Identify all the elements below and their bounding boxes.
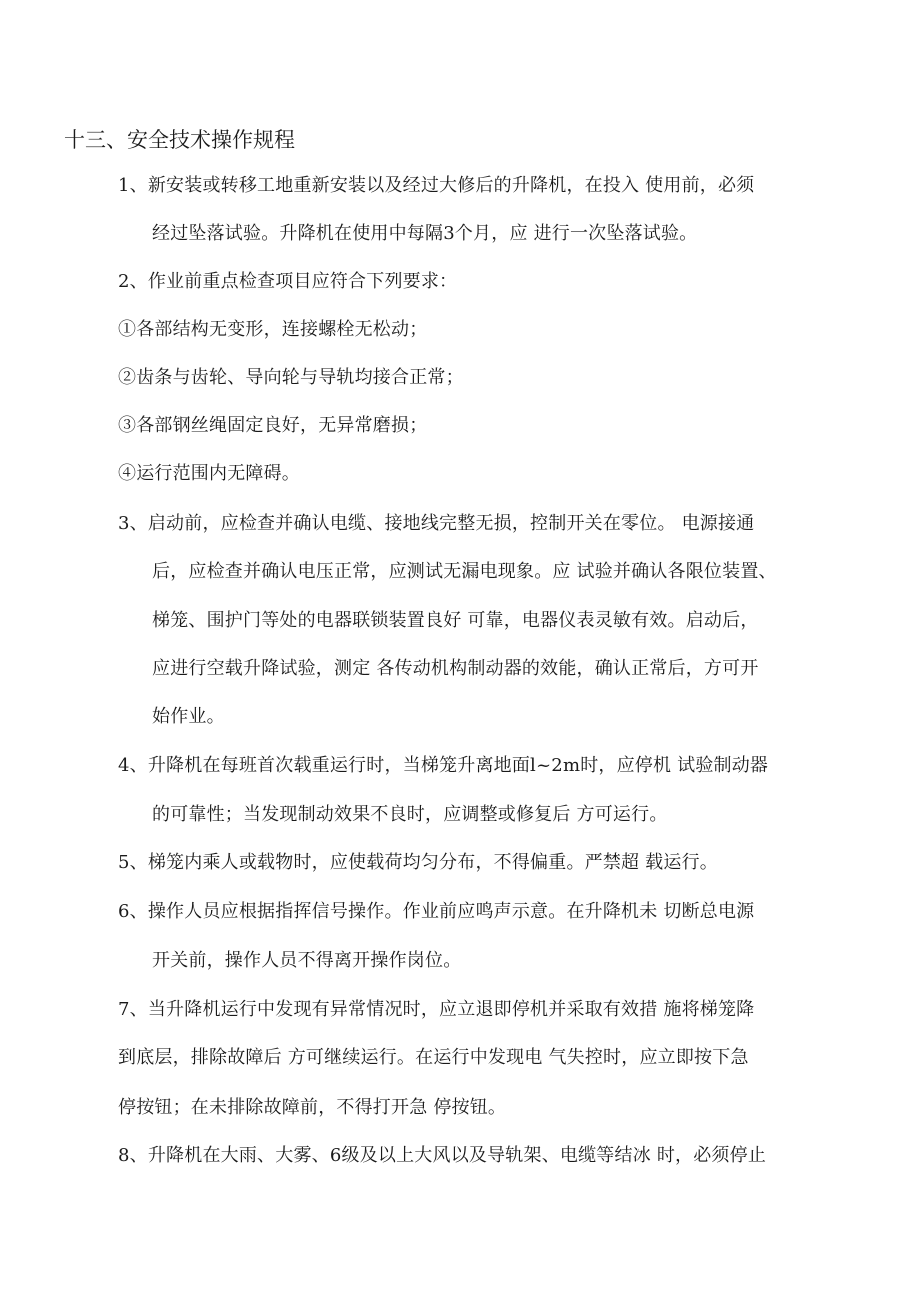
text-line: 停按钮；在未排除故障前，不得打开急 停按钮。: [118, 1097, 507, 1118]
text-line: 经过坠落试验。升降机在使用中每隔3个月，应 进行一次坠落试验。: [152, 223, 698, 244]
text-line: ①各部结构无变形，连接螺栓无松动；: [118, 319, 428, 340]
text-line: ③各部钢丝绳固定良好，无异常磨损；: [118, 415, 428, 436]
text-line: 6、操作人员应根据指挥信号操作。作业前应鸣声示意。在升降机未 切断总电源: [118, 901, 755, 922]
text-line: 后，应检查并确认电压正常，应测试无漏电现象。应 试验并确认各限位装置、: [152, 561, 777, 582]
text-line: 梯笼、围护门等处的电器联锁装置良好 可靠，电器仪表灵敏有效。启动后，: [152, 610, 759, 631]
text-line: 开关前，操作人员不得离开操作岗位。: [152, 950, 462, 971]
text-line: 4、升降机在每班首次载重运行时，当梯笼升离地面l~2m时，应停机 试验制动器: [118, 755, 769, 776]
section-title: 十三、安全技术操作规程: [64, 128, 295, 152]
text-line: 到底层，排除故障后 方可继续运行。在运行中发现电 气失控时，应立即按下急: [118, 1047, 749, 1068]
text-line: 的可靠性；当发现制动效果不良时，应调整或修复后 方可运行。: [152, 804, 668, 825]
text-line: ②齿条与齿轮、导向轮与导轨均接合正常；: [118, 367, 464, 388]
text-line: 5、梯笼内乘人或载物时，应使载荷均匀分布，不得偏重。严禁超 载运行。: [118, 852, 718, 873]
text-line: 1、新安装或转移工地重新安装以及经过大修后的升降机，在投入 使用前，必须: [118, 175, 755, 196]
text-line: ④运行范围内无障碍。: [118, 463, 300, 484]
text-line: 应进行空载升降试验，测定 各传动机构制动器的效能，确认正常后，方可开: [152, 658, 759, 679]
text-line: 3、启动前，应检查并确认电缆、接地线完整无损，控制开关在零位。 电源接通: [118, 513, 755, 534]
text-line: 7、当升降机运行中发现有异常情况时，应立退即停机并采取有效措 施将梯笼降: [118, 999, 755, 1020]
text-line: 始作业。: [152, 706, 225, 727]
text-line: 2、作业前重点检查项目应符合下列要求：: [118, 271, 458, 292]
text-line: 8、升降机在大雨、大雾、6级及以上大风以及导轨架、电缆等结冰 时，必须停止: [118, 1145, 767, 1166]
